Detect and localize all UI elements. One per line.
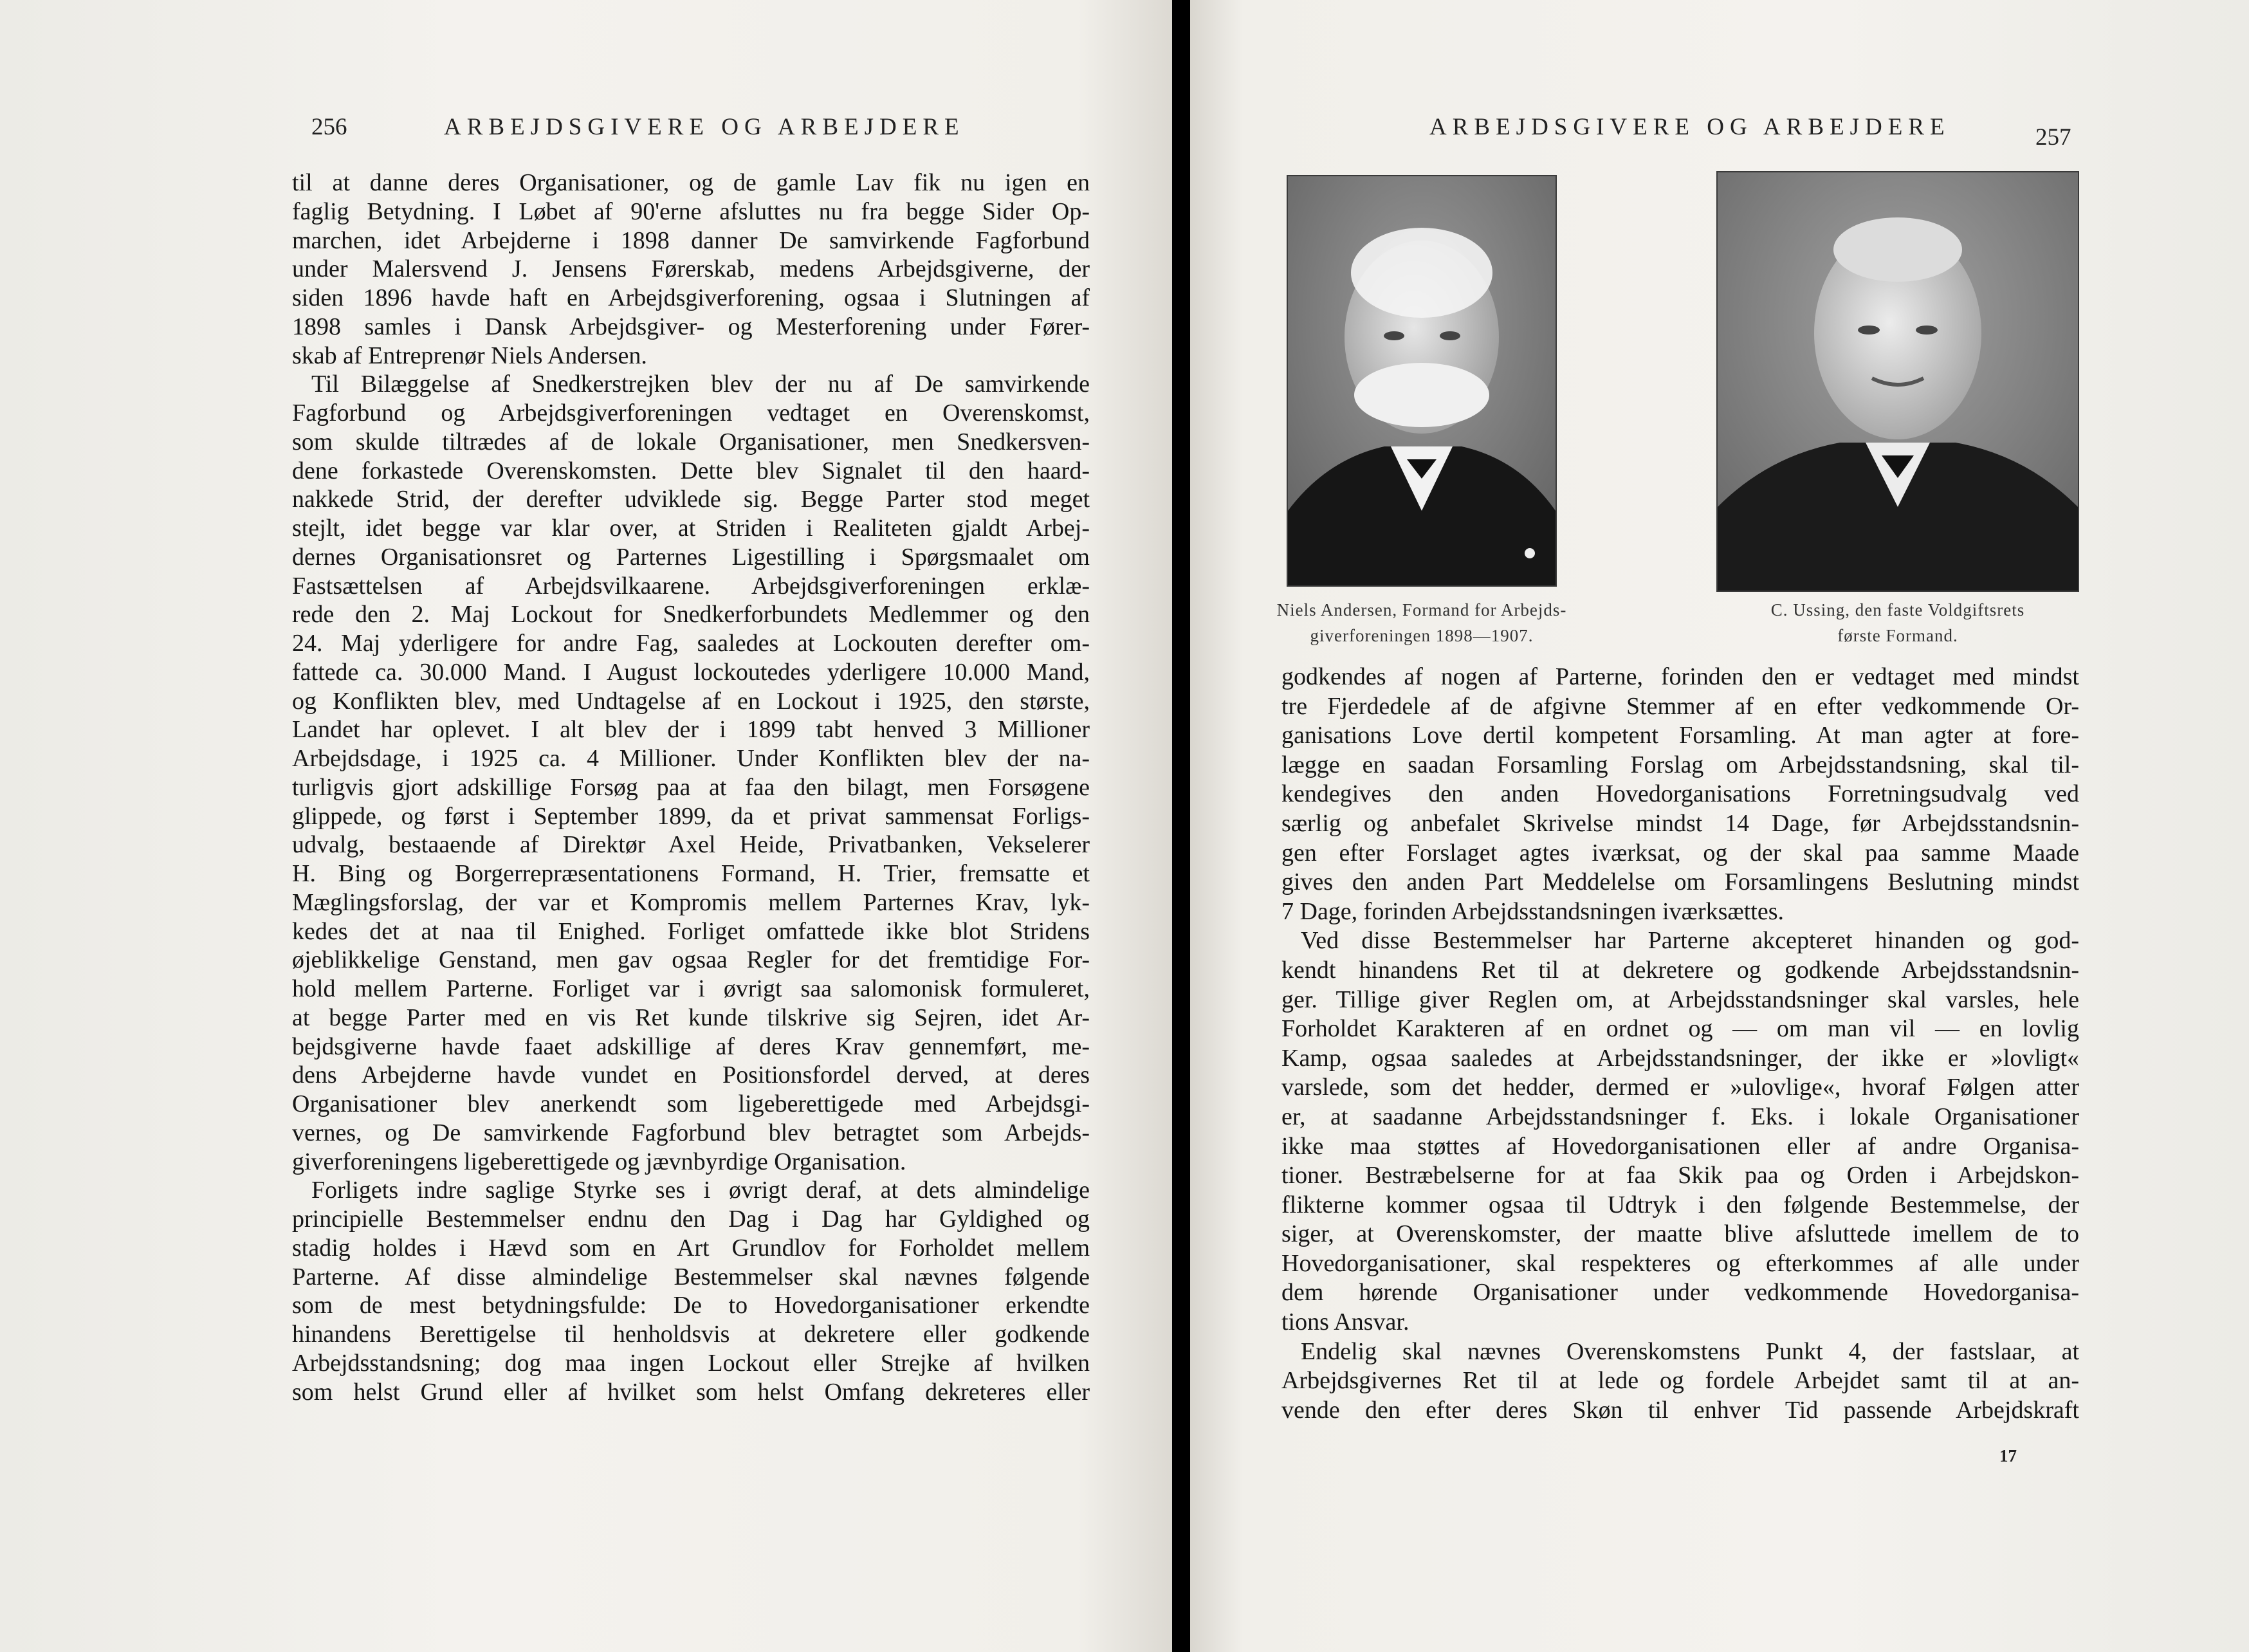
text-line: er, at saadanne Arbejdsstandsninger f. Eks. i lokale Organisationer	[1281, 1103, 2079, 1130]
text-line: kendt hinandens Ret til at dekretere og godkende Arbejdsstandsnin-	[1281, 956, 2079, 984]
text-line: flikterne kommer ogsaa til Udtryk i den følgende Bestemmelse, der	[1281, 1191, 2079, 1218]
text-line: under Malersvend J. Jensens Førerskab, medens Arbejdsgiverne, der	[292, 255, 1090, 283]
text-line: kendegives den anden Hovedorganisations Forretningsudvalg ved	[1281, 780, 2079, 808]
text-line: stejlt, idet begge var klar over, at Striden i Realiteten gjaldt Arbej-	[292, 515, 1090, 542]
text-line: H. Bing og Borgerrepræsentationens Formand, H. Trier, fremsatte et	[292, 860, 1090, 887]
caption-line: C. Ussing, den faste Voldgiftsrets	[1770, 600, 2025, 620]
text-line: Mæglingsforslag, der var et Kompromis mellem Parternes Krav, lyk-	[292, 888, 1090, 916]
text-line: ger. Tillige giver Reglen om, at Arbejdsstandsninger skal varsles, hele	[1281, 986, 2079, 1013]
text-line: øjeblikkelige Genstand, men gav ogsaa Regler for det fremtidige For-	[292, 946, 1090, 974]
page-number-right: 257	[2035, 124, 2071, 151]
portrait-niels-andersen	[1287, 175, 1557, 587]
text-line: Ved disse Bestemmelser har Parterne akcepteret hinanden og god-	[1301, 927, 2079, 955]
text-line: principielle Bestemmelser endnu den Dag i Dag har Gyldighed og	[292, 1206, 1090, 1233]
text-line: varslede, som det hedder, dermed er »ulovlige«, hvoraf Følgen atter	[1281, 1074, 2079, 1101]
text-line: bejdsgiverne havde faaet adskillige af deres Krav gennemført, me-	[292, 1032, 1090, 1060]
text-line: giverforeningens ligeberettigede og jævnbyrdige Organisation.	[292, 1148, 906, 1175]
caption-line: Niels Andersen, Formand for Arbejds-	[1276, 600, 1567, 620]
text-line: hold mellem Parterne. Forliget var i øvrigt saa salomonisk formuleret,	[292, 975, 1090, 1002]
text-line: Endelig skal nævnes Overenskomstens Punkt 4, der fastslaar, at	[1301, 1337, 2079, 1365]
text-line: marchen, idet Arbejderne i 1898 danner De samvirkende Fagforbund	[292, 226, 1090, 254]
text-line: lægge en saadan Forsamling Forslag om Arbejdsstandsning, skal til-	[1281, 751, 2079, 778]
text-line: Arbejdsdage, i 1925 ca. 4 Millioner. Under Konflikten blev der na-	[292, 745, 1090, 772]
text-line: og Konflikten blev, med Undtagelse af en Lockout i 1925, den største,	[292, 687, 1090, 715]
text-line: gives den anden Part Meddelelse om Forsamlingens Beslutning mindst	[1281, 868, 2079, 896]
text-line: turligvis gjort adskillige Forsøg paa at faa den bilagt, men Forsøgene	[292, 773, 1090, 801]
text-line: nakkede Strid, der derefter udviklede sig. Begge Parter stod meget	[292, 486, 1090, 513]
text-line: Fagforbund og Arbejdsgiverforeningen vedtaget en Overenskomst,	[292, 399, 1090, 427]
text-line: siger, at Overenskomster, der maatte blive afsluttede imellem de to	[1281, 1220, 2079, 1248]
text-line: som helst Grund eller af hvilket som helst Omfang dekreteres eller	[292, 1378, 1090, 1406]
text-line: 1898 samles i Dansk Arbejdsgiver- og Mesterforening under Fører-	[292, 313, 1090, 340]
text-line: vende den efter deres Skøn til enhver Tid passende Arbejdskraft	[1281, 1396, 2079, 1424]
text-line: stadig holdes i Hævd som en Art Grundlov for Forholdet mellem	[292, 1234, 1090, 1262]
page-number-left: 256	[311, 114, 347, 140]
text-line: Organisationer blev anerkendt som ligeberettigede med Arbejdsgi-	[292, 1090, 1090, 1117]
text-line: udvalg, bestaaende af Direktør Axel Heide, Privatbanken, Vekselerer	[292, 831, 1090, 859]
text-line: at begge Parter med en vis Ret kunde tilskrive sig Sejren, idet Ar-	[292, 1004, 1090, 1031]
body-text-left	[292, 169, 1090, 1406]
caption-c-ussing	[1705, 597, 2091, 648]
text-line: tioner. Bestræbelserne for at faa Skik paa og Orden i Arbejdskon-	[1281, 1162, 2079, 1189]
text-line: faglig Betydning. I Løbet af 90'erne afsluttes nu fra begge Sider Op-	[292, 197, 1090, 225]
text-line: Parterne. Af disse almindelige Bestemmelser skal nævnes følgende	[292, 1263, 1090, 1290]
text-line: 7 Dage, forinden Arbejdsstandsningen iværksættes.	[1281, 897, 1785, 925]
text-line: dene forkastede Overenskomsten. Dette blev Signalet til den haard-	[292, 457, 1090, 484]
text-line: Landet har oplevet. I alt blev der i 1899 tabt henved 3 Millioner	[292, 716, 1090, 744]
body-text-right	[1281, 663, 2079, 1425]
text-line: tions Ansvar.	[1281, 1308, 1409, 1336]
text-line: særlig og anbefalet Skrivelse mindst 14 Dage, før Arbejdsstandsnin-	[1281, 809, 2079, 837]
text-line: vernes, og De samvirkende Fagforbund blev betragtet som Arbejds-	[292, 1119, 1090, 1146]
text-line: Forligets indre saglige Styrke ses i øvrigt deraf, at dets almindelige	[311, 1177, 1090, 1204]
text-line: Kamp, ogsaa saaledes at Arbejdsstandsninger, der ikke er »lovligt«	[1281, 1044, 2079, 1072]
text-line: siden 1896 havde haft en Arbejdsgiverforening, ogsaa i Slutningen af	[292, 284, 1090, 311]
text-line: skab af Entreprenør Niels Andersen.	[292, 342, 647, 369]
text-line: gen efter Forslaget agtes iværksat, og der skal paa samme Maade	[1281, 839, 2079, 867]
caption-niels-andersen	[1254, 597, 1589, 648]
signature-mark: 17	[1999, 1446, 2017, 1465]
text-line: Fastsættelsen af Arbejdsvilkaarene. Arbejdsgiverforeningen erklæ-	[292, 572, 1090, 600]
text-line: Forholdet Karakteren af en ordnet og — om man vil — en lovlig	[1281, 1015, 2079, 1043]
text-line: dernes Organisationsret og Parternes Ligestilling i Spørgsmaalet om	[292, 543, 1090, 571]
caption-line: første Formand.	[1837, 626, 1958, 645]
text-line: Arbejdsgivernes Ret til at lede og fordele Arbejdet samt til at an-	[1281, 1367, 2079, 1395]
text-line: kedes det at naa til Enighed. Forliget omfattede ikke blot Stridens	[292, 917, 1090, 945]
text-line: fattede ca. 30.000 Mand. I August lockoutedes yderligere 10.000 Mand,	[292, 658, 1090, 686]
caption-line: giverforeningen 1898—1907.	[1310, 626, 1534, 645]
text-line: Hovedorganisationer, skal respekteres og efterkommes af alle under	[1281, 1249, 2079, 1277]
text-line: rede den 2. Maj Lockout for Snedkerforbundets Medlemmer og den	[292, 601, 1090, 629]
text-line: Til Bilæggelse af Snedkerstrejken blev der nu af De samvirkende	[311, 371, 1090, 398]
text-line: 24. Maj yderligere for andre Fag, saaledes at Lockouten derefter om-	[292, 630, 1090, 657]
text-line: som skulde tiltrædes af de lokale Organisationer, men Snedkersven-	[292, 428, 1090, 455]
text-line: dem hørende Organisationer under vedkommende Hovedorganisa-	[1281, 1279, 2079, 1307]
text-line: ikke maa støttes af Hovedorganisationen eller af andre Organisa-	[1281, 1132, 2079, 1160]
text-line: til at danne deres Organisationer, og de gamle Lav fik nu igen en	[292, 169, 1090, 196]
text-line: glippede, og først i September 1899, da et privat sammensat Forligs-	[292, 802, 1090, 830]
text-line: tre Fjerdedele af de afgivne Stemmer af en efter vedkommende Or-	[1281, 692, 2079, 720]
text-line: hinandens Berettigelse til henholdsvis at dekretere eller godkende	[292, 1321, 1090, 1348]
text-line: godkendes af nogen af Parterne, forinden den er vedtaget med mindst	[1281, 663, 2079, 690]
portrait-c-ussing	[1716, 171, 2079, 592]
text-line: som de mest betydningsfulde: De to Hovedorganisationer erkendte	[292, 1292, 1090, 1319]
running-header-right: ARBEJDSGIVERE OG ARBEJDERE	[1429, 114, 1951, 140]
text-line: Arbejdsstandsning; dog maa ingen Lockout eller Strejke af hvilken	[292, 1349, 1090, 1377]
text-line: dens Arbejderne havde vundet en Positionsfordel derved, at deres	[292, 1061, 1090, 1089]
running-header-left: ARBEJDSGIVERE OG ARBEJDERE	[444, 114, 965, 140]
right-page	[1190, 0, 2249, 1652]
text-line: ganisations Love dertil kompetent Forsamling. At man agter at fore-	[1281, 722, 2079, 749]
